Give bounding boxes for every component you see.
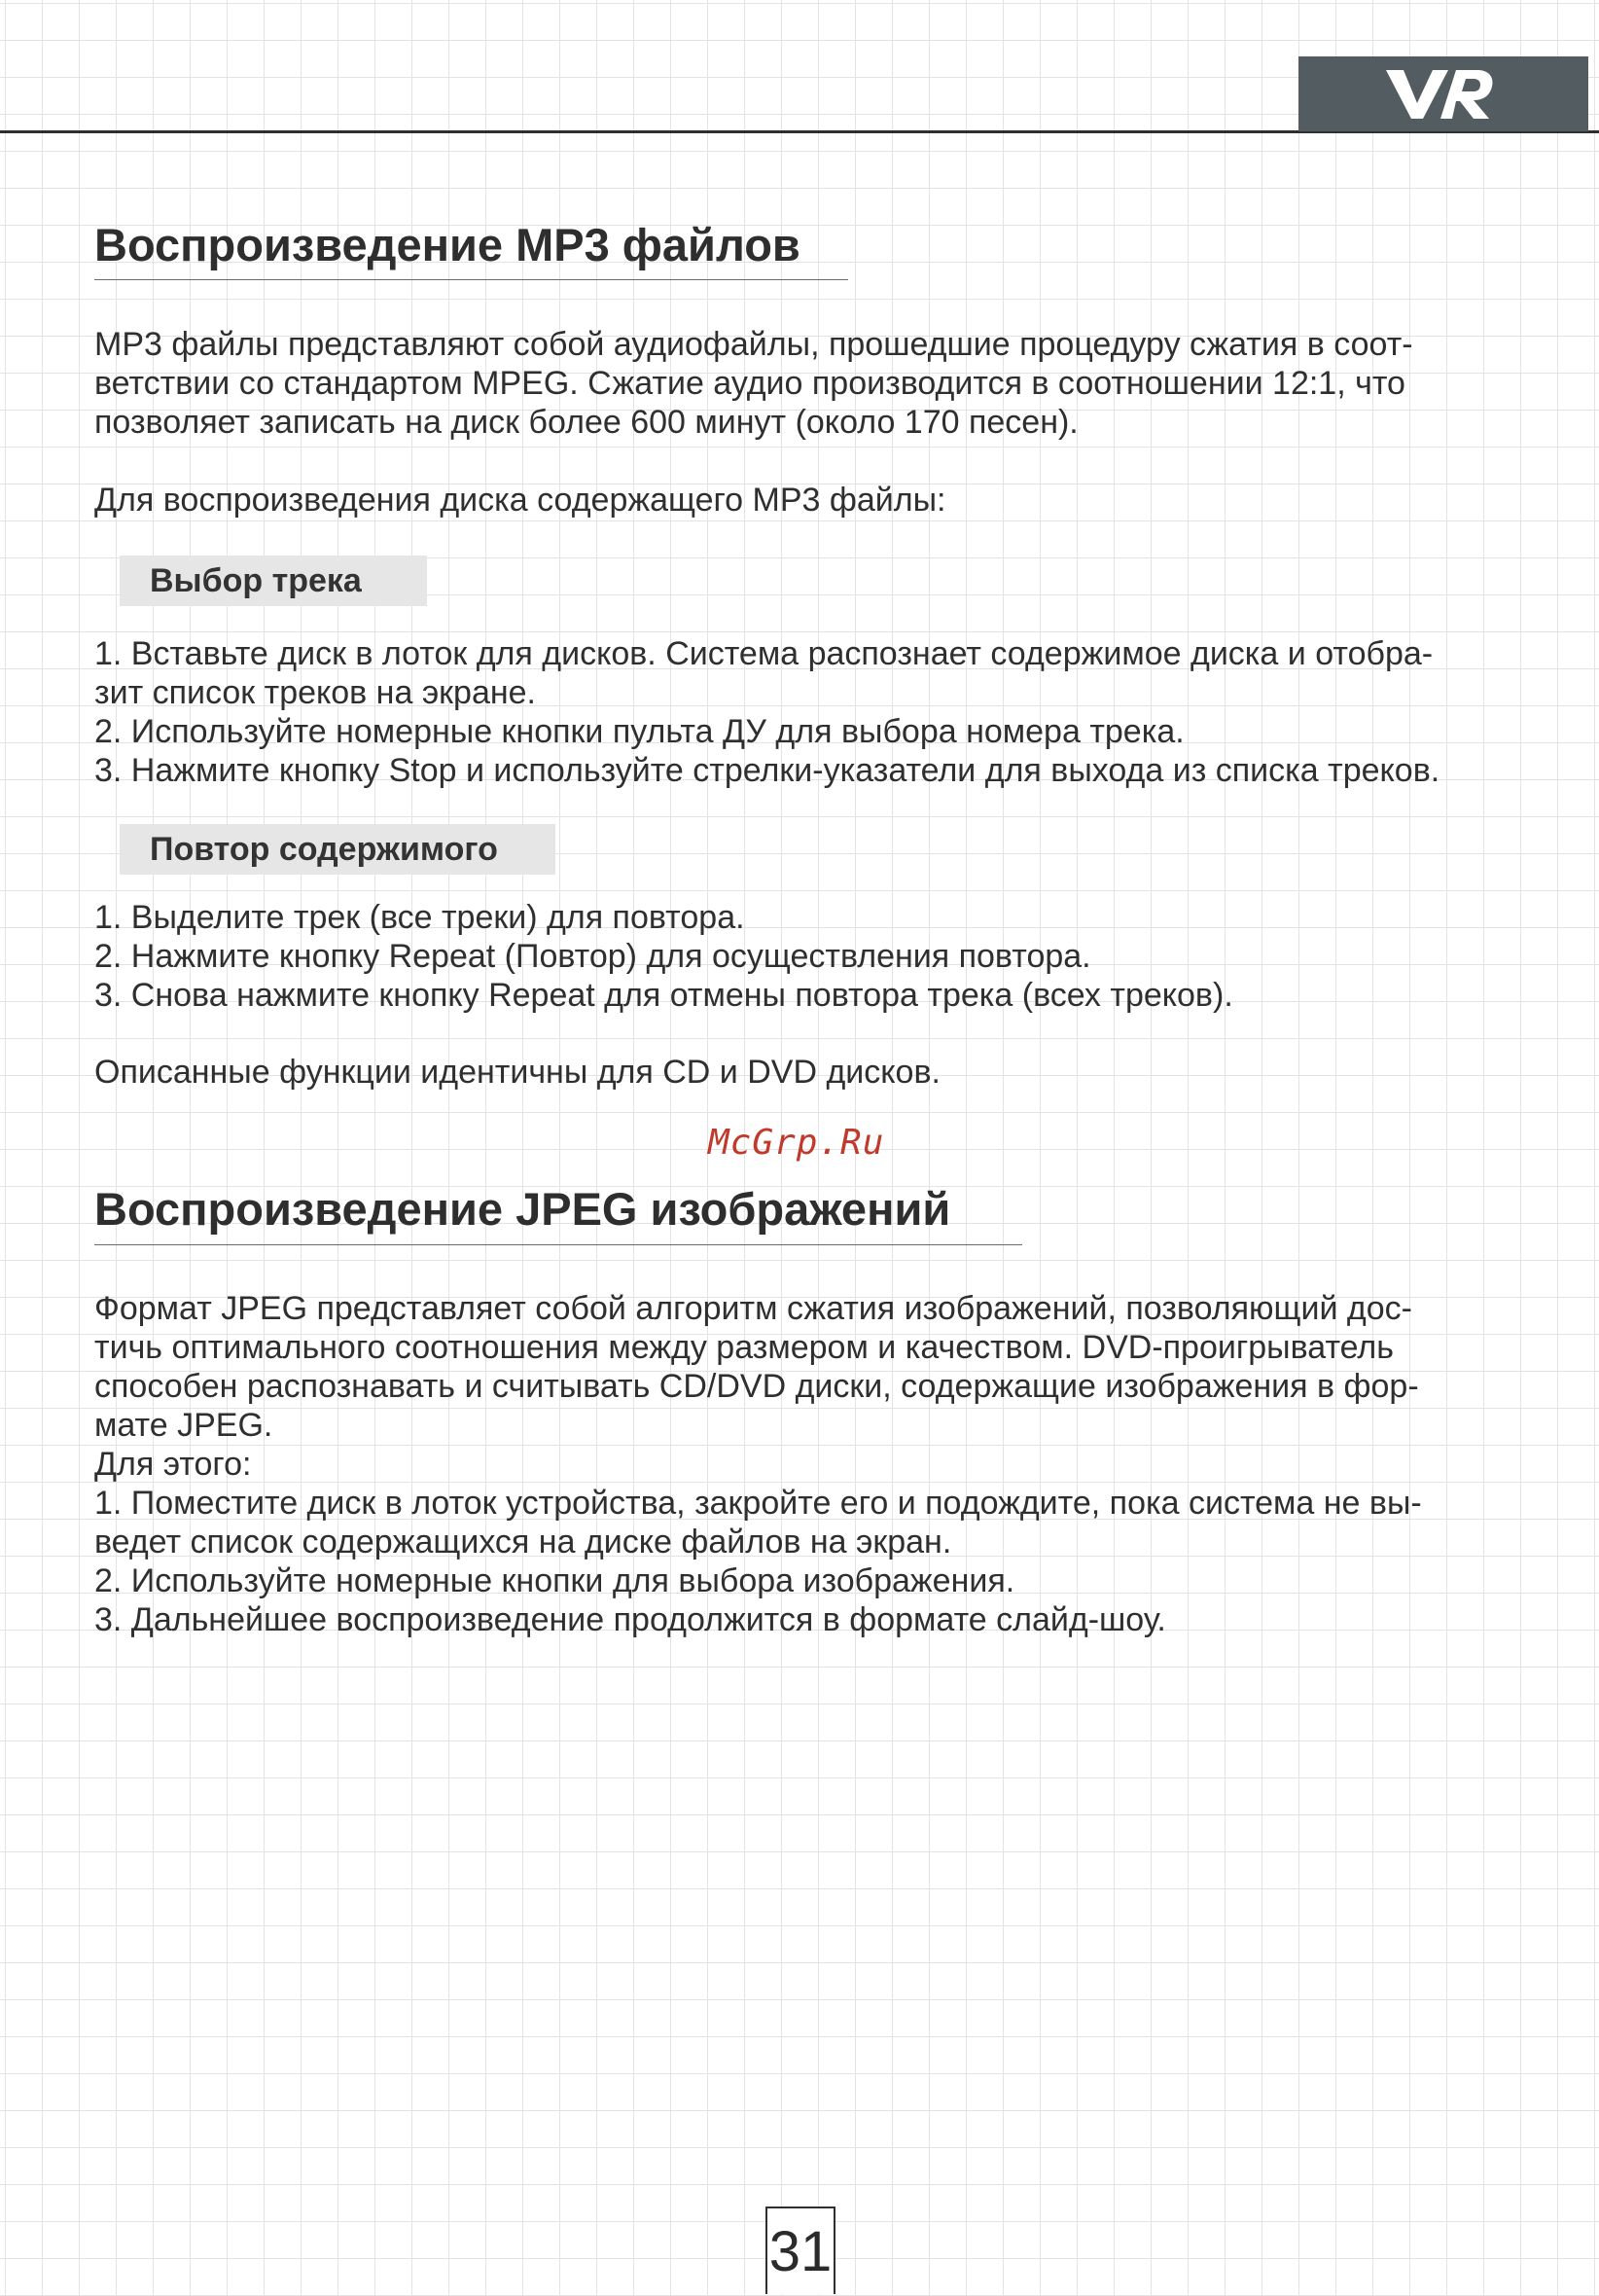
jpeg-paragraph bbox=[94, 1289, 1422, 1639]
vr-logo-icon bbox=[1384, 66, 1495, 123]
track-select-step: 2. Используйте номерные кнопки пульта ДУ для выбора номера трека. bbox=[94, 713, 1185, 750]
track-select-step: 1. Вставьте диск в лоток для дисков. Система распознает содержимое диска и отобра- bbox=[94, 635, 1434, 672]
jpeg-title-underline bbox=[94, 1244, 1022, 1245]
jpeg-line: Формат JPEG представляет собой алгоритм сжатия изображений, позволяющий дос- bbox=[94, 1290, 1412, 1327]
repeat-step: 1. Выделите трек (все треки) для повтора. bbox=[94, 899, 745, 936]
jpeg-line: 3. Дальнейшее воспроизведение продолжится в формате слайд-шоу. bbox=[94, 1601, 1166, 1638]
watermark-text: McGrp.Ru bbox=[708, 1123, 885, 1163]
jpeg-line: Для этого: bbox=[94, 1446, 252, 1483]
mp3-intro-paragraph bbox=[94, 325, 1413, 442]
track-select-heading: Выбор трека bbox=[120, 556, 427, 606]
mp3-title-underline bbox=[94, 279, 848, 280]
repeat-steps bbox=[94, 898, 1233, 1015]
mp3-lead-text: Для воспроизведения диска содержащего MP3 файлы: bbox=[94, 482, 946, 519]
repeat-step: 3. Снова нажмите кнопку Repeat для отмены повтора трека (всех треков). bbox=[94, 977, 1233, 1014]
jpeg-line: способен распознавать и считывать CD/DVD диски, содержащие изображения в фор- bbox=[94, 1368, 1419, 1405]
jpeg-line: 2. Используйте номерные кнопки для выбора изображения. bbox=[94, 1562, 1015, 1599]
mp3-intro-line: MP3 файлы представляют собой аудиофайлы, прошедшие процедуру сжатия в соот- bbox=[94, 326, 1413, 363]
mp3-intro-line: позволяет записать на диск более 600 минут (около 170 песен). bbox=[94, 404, 1079, 441]
jpeg-line: ведет список содержащихся на диске файлов на экран. bbox=[94, 1524, 952, 1561]
track-select-step: 3. Нажмите кнопку Stop и используйте стрелки-указатели для выхода из списка треков. bbox=[94, 752, 1440, 789]
mp3-intro-line: ветствии со стандартом MPEG. Сжатие аудио производится в соотношении 12:1, что bbox=[94, 365, 1405, 402]
jpeg-line: 1. Поместите диск в лоток устройства, закройте его и подождите, пока система не вы- bbox=[94, 1485, 1422, 1522]
mp3-section-title: Воспроизведение MP3 файлов bbox=[94, 219, 800, 270]
brand-logo bbox=[1298, 56, 1588, 131]
repeat-heading: Повтор содержимого bbox=[120, 824, 555, 875]
jpeg-line: мате JPEG. bbox=[94, 1407, 273, 1444]
page-number: 31 bbox=[765, 2206, 835, 2294]
repeat-step: 2. Нажмите кнопку Repeat (Повтор) для осуществления повтора. bbox=[94, 938, 1091, 975]
track-select-step: зит список треков на экране. bbox=[94, 674, 536, 711]
mp3-note: Описанные функции идентичны для CD и DVD дисков. bbox=[94, 1054, 941, 1091]
track-select-steps bbox=[94, 634, 1439, 790]
jpeg-line: тичь оптимального соотношения между размером и качеством. DVD-проигрыватель bbox=[94, 1329, 1394, 1366]
jpeg-section-title: Воспроизведение JPEG изображений bbox=[94, 1183, 951, 1235]
